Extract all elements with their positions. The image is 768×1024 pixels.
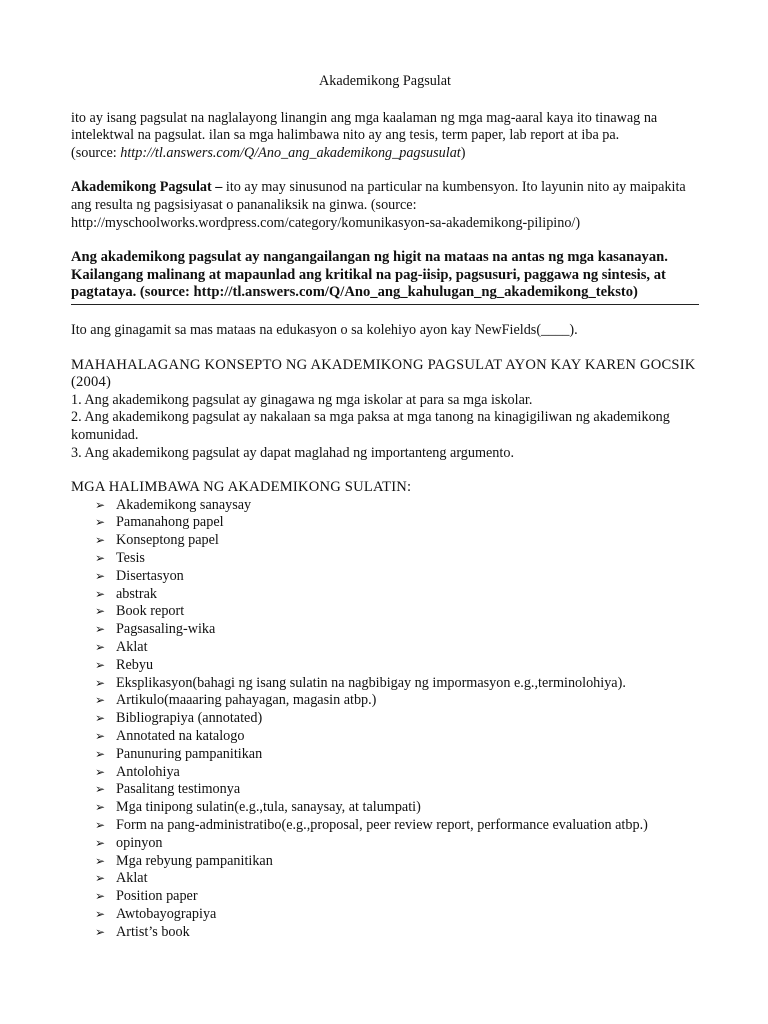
list-item	[95, 639, 699, 657]
usage-paragraph: Ito ang ginagamit sa mas mataas na edukasyon o sa kolehiyo ayon kay NewFields(____).	[71, 321, 578, 338]
definition-term: Akademikong Pagsulat	[71, 179, 212, 196]
definition-paragraph	[71, 179, 699, 232]
list-item	[95, 817, 699, 835]
arrowhead-bullet-icon: ➢	[95, 853, 106, 868]
intro-paragraph	[71, 110, 699, 163]
list-item-label: Aklat	[116, 639, 148, 656]
list-item-label: Artist’s book	[116, 923, 190, 940]
arrowhead-bullet-icon: ➢	[95, 818, 106, 833]
arrowhead-bullet-icon: ➢	[95, 729, 106, 744]
list-item	[95, 603, 699, 621]
list-item	[95, 924, 699, 942]
list-item-label: Disertasyon	[116, 567, 184, 584]
arrowhead-bullet-icon: ➢	[95, 657, 106, 672]
konsepto-item: 1. Ang akademikong pagsulat ay ginagawa ng mga iskolar at para sa mga iskolar.	[71, 391, 533, 408]
arrowhead-bullet-icon: ➢	[95, 568, 106, 583]
list-item-label: Position paper	[116, 888, 198, 905]
list-item-label: Pagsasaling-wika	[116, 621, 216, 638]
list-item	[95, 906, 699, 924]
list-item-label: opinyon	[116, 834, 163, 851]
list-item	[95, 870, 699, 888]
skills-paragraph: Ang akademikong pagsulat ay nangangailangan ng higit na mataas na antas ng mga kasanayan. Kailangang malinang at mapaunlad ang kritikal na pag-iisip, pagsusuri, paggawa ng sintesis, at pagtataya. (source: http://tl.answers.com/Q/Ano_ang_kahulugan_ng_akademikong_teksto)	[71, 249, 699, 305]
list-item-label: Pasalitang testimonya	[116, 781, 241, 798]
arrowhead-bullet-icon: ➢	[95, 586, 106, 601]
list-item	[95, 799, 699, 817]
arrowhead-bullet-icon: ➢	[95, 533, 106, 548]
list-item	[95, 728, 699, 746]
list-item	[95, 835, 699, 853]
list-item-label: Mga tinipong sulatin(e.g.,tula, sanaysay, at talumpati)	[116, 799, 421, 816]
list-item-label: Konseptong papel	[116, 532, 219, 549]
list-item-label: Mga rebyung pampanitikan	[116, 852, 273, 869]
document-page	[71, 73, 699, 942]
arrowhead-bullet-icon: ➢	[95, 551, 106, 566]
list-item-label: Bibliograpiya (annotated)	[116, 710, 263, 727]
list-item	[95, 781, 699, 799]
list-item	[95, 514, 699, 532]
list-item-label: Annotated na katalogo	[116, 728, 245, 745]
list-item	[95, 675, 699, 693]
arrowhead-bullet-icon: ➢	[95, 835, 106, 850]
list-item	[95, 746, 699, 764]
list-item-label: Pamanahong papel	[116, 514, 224, 531]
arrowhead-bullet-icon: ➢	[95, 924, 106, 939]
list-item	[95, 888, 699, 906]
arrowhead-bullet-icon: ➢	[95, 640, 106, 655]
definition-dash: –	[211, 179, 226, 196]
list-item-label: Aklat	[116, 870, 148, 887]
list-item	[95, 497, 699, 515]
arrowhead-bullet-icon: ➢	[95, 622, 106, 637]
intro-source-prefix: (source:	[71, 144, 121, 161]
list-item	[95, 568, 699, 586]
arrowhead-bullet-icon: ➢	[95, 515, 106, 530]
list-item	[95, 621, 699, 639]
list-item	[95, 692, 699, 710]
list-item-label: abstrak	[116, 585, 157, 602]
list-item	[95, 764, 699, 782]
arrowhead-bullet-icon: ➢	[95, 746, 106, 761]
halimbawa-heading: MGA HALIMBAWA NG AKADEMIKONG SULATIN:	[71, 479, 412, 496]
arrowhead-bullet-icon: ➢	[95, 782, 106, 797]
list-item	[95, 853, 699, 871]
list-item-label: Antolohiya	[116, 763, 180, 780]
arrowhead-bullet-icon: ➢	[95, 871, 106, 886]
arrowhead-bullet-icon: ➢	[95, 675, 106, 690]
arrowhead-bullet-icon: ➢	[95, 604, 106, 619]
arrowhead-bullet-icon: ➢	[95, 693, 106, 708]
arrowhead-bullet-icon: ➢	[95, 764, 106, 779]
list-item-label: Rebyu	[116, 656, 154, 673]
list-item-label: Artikulo(maaaring pahayagan, magasin atbp.)	[116, 692, 377, 709]
intro-source-suffix: )	[460, 144, 466, 161]
definition-text: ito ay may sinusunod na particular na kumbensyon. Ito layunin nito ay maipakita ang resulta ng pagsisiyasat o pananaliksik na ginwa. (source: http://myschoolworks.wordpress.com/category/komunikasyon-sa-akademikong-pilipino/)	[71, 179, 686, 231]
list-item	[95, 657, 699, 675]
arrowhead-bullet-icon: ➢	[95, 907, 106, 922]
intro-text: ito ay isang pagsulat na naglalayong linangin ang mga kaalaman ng mga mag-aaral kaya ito tinawag na intelektwal na pagsulat. ilan sa mga halimbawa nito ay ang tesis, term paper, lab report at iba pa.	[71, 109, 658, 144]
list-item-label: Tesis	[116, 550, 145, 567]
intro-source-link[interactable]: http://tl.answers.com/Q/Ano_ang_akademikong_pagsusulat	[120, 144, 461, 161]
list-item	[95, 532, 699, 550]
list-item-label: Panunuring pampanitikan	[116, 745, 263, 762]
konsepto-heading: MAHAHALAGANG KONSEPTO NG AKADEMIKONG PAGSULAT AYON KAY KAREN GOCSIK (2004)	[71, 356, 696, 391]
list-item-label: Eksplikasyon(bahagi ng isang sulatin na nagbibigay ng impormasyon e.g.,terminolohiya).	[116, 674, 626, 691]
arrowhead-bullet-icon: ➢	[95, 800, 106, 815]
konsepto-item: 3. Ang akademikong pagsulat ay dapat maglahad ng importanteng argumento.	[71, 444, 514, 461]
list-item-label: Akademikong sanaysay	[116, 496, 252, 513]
list-item-label: Book report	[116, 603, 185, 620]
arrowhead-bullet-icon: ➢	[95, 889, 106, 904]
konsepto-section	[71, 357, 699, 463]
halimbawa-list	[71, 497, 699, 942]
halimbawa-section	[71, 479, 699, 942]
list-item-label: Awtobayograpiya	[116, 906, 217, 923]
konsepto-item: 2. Ang akademikong pagsulat ay nakalaan sa mga paksa at mga tanong na kinagigiliwan ng akademikong komunidad.	[71, 409, 670, 443]
arrowhead-bullet-icon: ➢	[95, 497, 106, 512]
list-item	[95, 710, 699, 728]
list-item-label: Form na pang-administratibo(e.g.,proposal, peer review report, performance evaluation atbp.)	[116, 817, 648, 834]
document-title: Akademikong Pagsulat	[318, 73, 451, 89]
list-item	[95, 550, 699, 568]
list-item	[95, 586, 699, 604]
arrowhead-bullet-icon: ➢	[95, 711, 106, 726]
